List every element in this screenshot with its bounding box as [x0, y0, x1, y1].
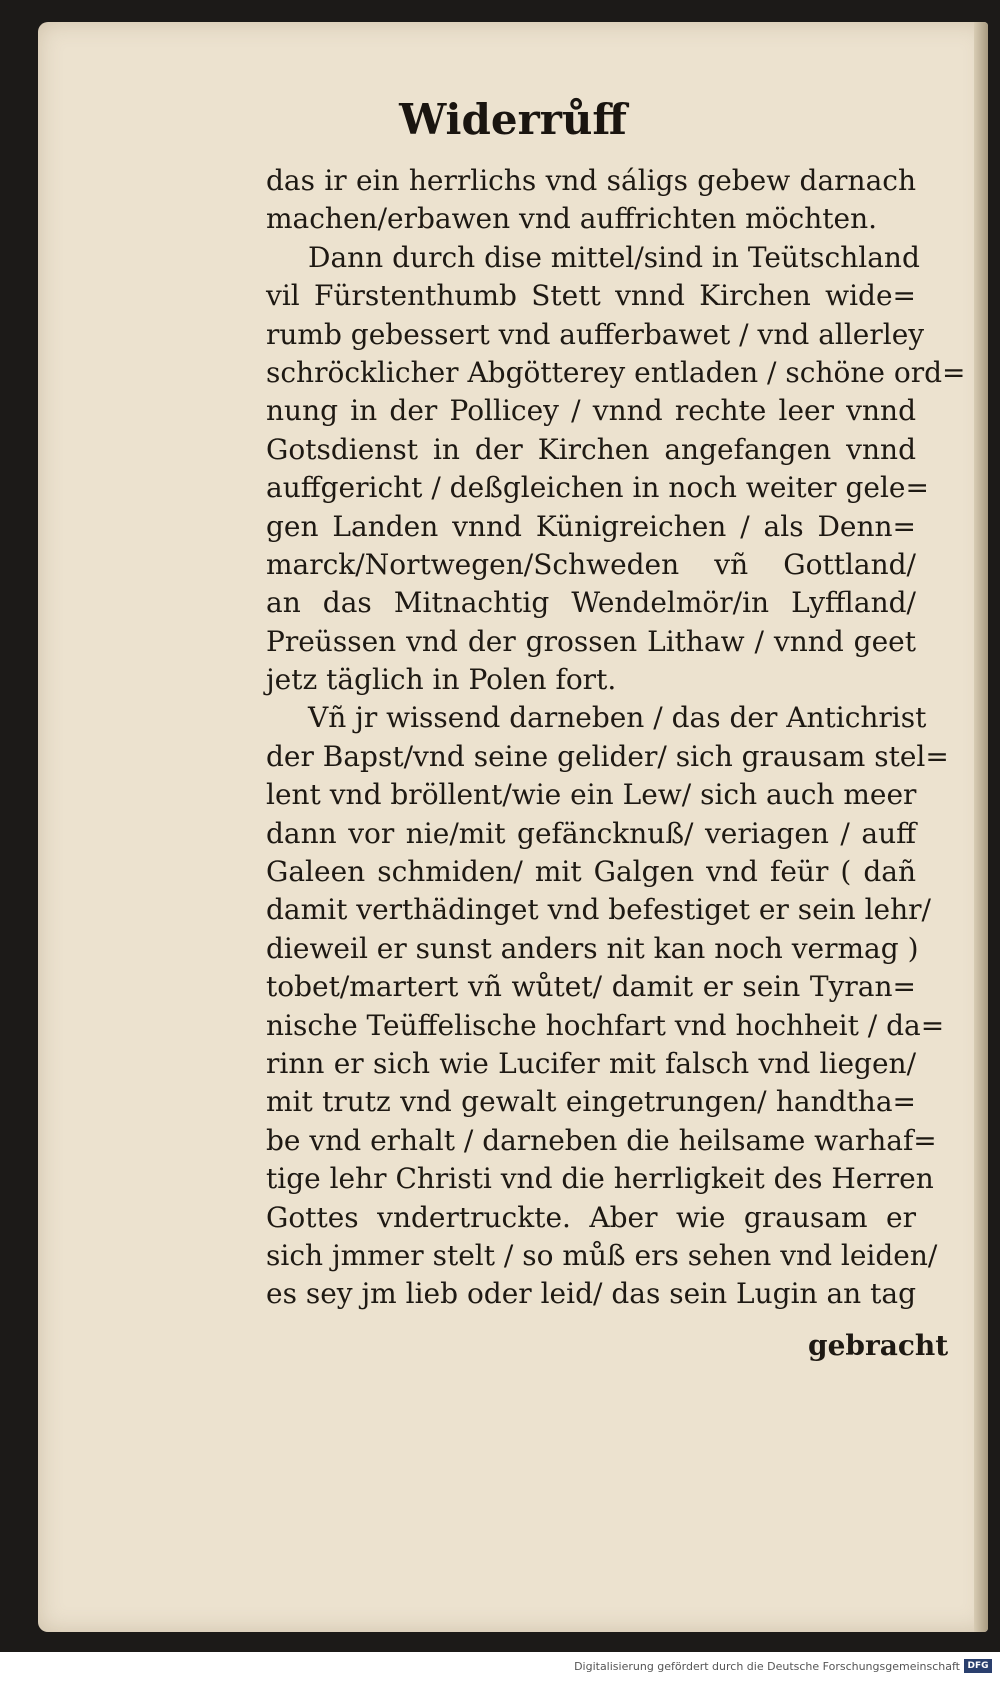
running-head: Widerrůff	[399, 95, 627, 144]
catchword: gebracht	[808, 1329, 949, 1362]
text-line: an das Mitnachtig Wendelmör/in Lyffland/	[266, 586, 916, 620]
text-line: Galeen schmiden/ mit Galgen vnd feür ( dañ	[266, 855, 916, 889]
text-line: Gotsdienst in der Kirchen angefangen vnnd	[266, 432, 916, 466]
text-line: sich jmmer stelt / so můß ers sehen vnd leiden/	[266, 1238, 938, 1272]
text-line: nische Teüffelische hochfart vnd hochheit / da=	[266, 1008, 945, 1042]
footer-bar	[0, 1652, 1000, 1685]
text-line: dann vor nie/mit gefäncknuß/ veriagen / auff	[266, 816, 916, 850]
text-line: schröcklicher Abgötterey entladen / schöne ord=	[266, 355, 966, 389]
text-line: Vñ jr wissend darneben / das der Antichrist	[308, 701, 927, 735]
text-line: machen/erbawen vnd auffrichten möchten.	[266, 202, 878, 236]
funding-credit: Digitalisierung gefördert durch die Deutsche Forschungsgemeinschaft	[574, 1660, 960, 1673]
body-text	[266, 162, 966, 1314]
text-line: auffgericht / deßgleichen in noch weiter gele=	[266, 471, 929, 505]
text-line: das ir ein herrlichs vnd sáligs gebew darnach	[266, 164, 916, 197]
text-line: tobet/martert vñ wůtet/ damit er sein Tyran=	[266, 970, 916, 1004]
text-line: gen Landen vnnd Künigreichen / als Denn=	[266, 509, 916, 543]
text-line: nung in der Pollicey / vnnd rechte leer vnnd	[266, 394, 916, 428]
book-page	[38, 22, 988, 1632]
text-line: es sey jm lieb oder leid/ das sein Lugin an tag	[266, 1277, 916, 1311]
text-line: mit trutz vnd gewalt eingetrungen/ handtha=	[266, 1085, 916, 1119]
dfg-logo-icon: DFG	[964, 1659, 992, 1673]
text-line: damit verthädinget vnd befestiget er sein lehr/	[266, 893, 931, 927]
text-line: jetz täglich in Polen fort.	[266, 663, 617, 697]
text-line: rumb gebessert vnd aufferbawet / vnd allerley	[266, 317, 925, 351]
page-edge	[974, 22, 988, 1632]
text-line: Gottes vndertruckte. Aber wie grausam er	[266, 1200, 916, 1234]
text-line: tige lehr Christi vnd die herrligkeit des Herren	[266, 1162, 934, 1196]
text-line: Preüssen vnd der grossen Lithaw / vnnd geet	[266, 624, 916, 658]
text-line: dieweil er sunst anders nit kan noch vermag )	[266, 931, 919, 965]
text-line: marck/Nortwegen/Schweden vñ Gottland/	[266, 547, 916, 581]
text-line: lent vnd bröllent/wie ein Lew/ sich auch meer	[266, 778, 917, 812]
text-line: Dann durch dise mittel/sind in Teütschland	[308, 240, 920, 274]
text-line: rinn er sich wie Lucifer mit falsch vnd liegen/	[266, 1046, 916, 1080]
text-line: be vnd erhalt / darneben die heilsame warhaf=	[266, 1123, 937, 1157]
text-line: vil Fürstenthumb Stett vnnd Kirchen wide=	[266, 279, 916, 313]
text-line: der Bapst/vnd seine gelider/ sich grausam stel=	[266, 739, 949, 773]
